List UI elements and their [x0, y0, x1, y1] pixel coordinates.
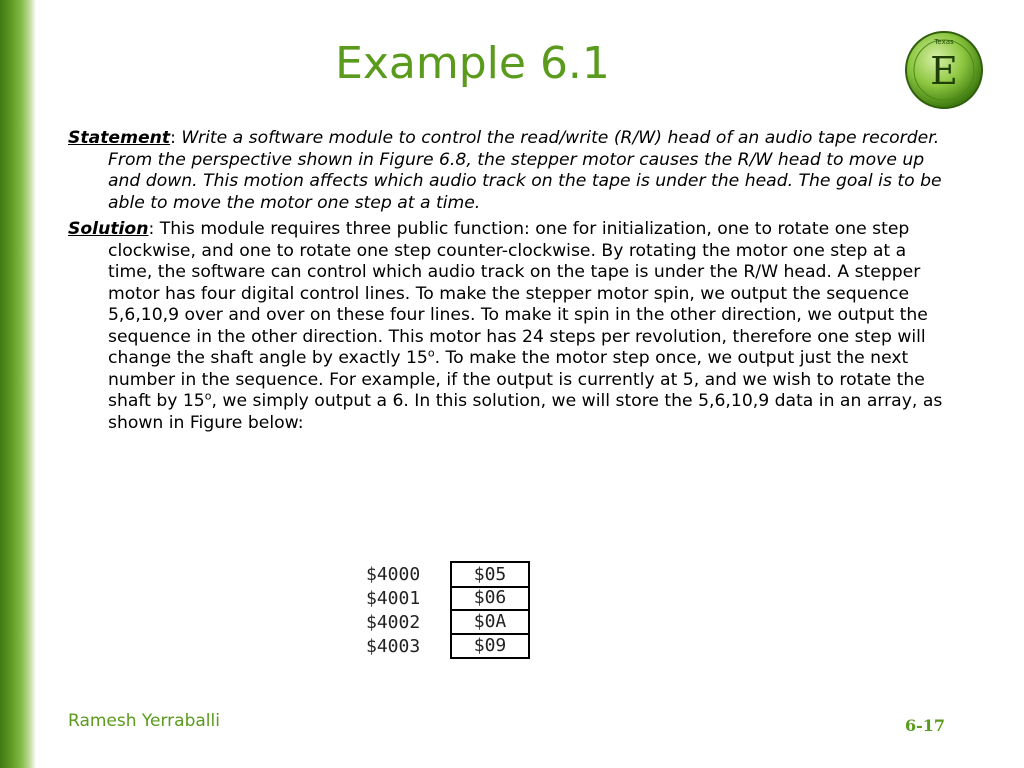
degree-mark: o — [204, 389, 212, 403]
memory-row — [366, 586, 530, 610]
logo-letter: E — [930, 49, 958, 93]
memory-value: $06 — [450, 586, 530, 611]
texas-e-logo — [904, 30, 984, 110]
memory-row — [366, 562, 530, 586]
solution-text-part1: This module requires three public function: one for initialization, one to rotate one step clockwise, and one to rotate one step counter-clockwise. By rotating the motor one step at a time, the software can control which audio track on the tape is under the R/W head. A stepper motor has four digital control lines. To make the stepper motor spin, we output the sequence 5,6,10,9 over and over on these four lines. To make it spin in the other direction, we output the sequence in the other direction. This motor has 24 steps per revolution, therefore one step will change the shaft angle by exactly 15 — [108, 219, 928, 368]
statement-paragraph: Statement: Write a software module to control the read/write (R/W) head of an audio tape recorder. From the perspective shown in Figure 6.8, the stepper motor causes the R/W head to move up and down. This motion affects which audio track on the tape is under the head. The goal is to be able to move the motor one step at a time. — [68, 128, 942, 213]
page-number: 6-17 — [905, 716, 946, 735]
memory-value: $05 — [450, 561, 530, 588]
memory-array-table — [366, 562, 530, 658]
memory-address: $4003 — [366, 635, 421, 657]
slide-body — [68, 128, 948, 439]
memory-value: $0A — [450, 610, 530, 635]
logo-top-text: Texas — [934, 38, 954, 46]
degree-mark: o — [427, 346, 435, 360]
statement-label: Statement — [68, 128, 171, 148]
memory-value: $09 — [450, 634, 530, 659]
statement-text: Write a software module to control the read/write (R/W) head of an audio tape recorder. From the perspective shown in Figure 6.8, the stepper motor causes the R/W head to move up and down. This motion affects which audio track on the tape is under the head. The goal is to be able to move the motor one step at a time. — [108, 128, 942, 213]
memory-row — [366, 634, 530, 658]
memory-address: $4000 — [366, 563, 421, 585]
solution-paragraph: Solution: This module requires three public function: one for initialization, one to rotate one step clockwise, and one to rotate one step counter-clockwise. By rotating the motor one step at a time, the software can control which audio track on the tape is under the R/W head. A stepper motor has four digital control lines. To make the stepper motor spin, we output the sequence 5,6,10,9 over and over on these four lines. To make it spin in the other direction, we output the sequence in the other direction. This motor has 24 steps per revolution, therefore one step will change the shaft angle by exactly 15$^o$. To make the motor step once, we output just the next number in the sequence. For example, if the output is currently at 5, and we wish to rotate the shaft by 15$^o$, we simply output a 6. In this solution, we will store the 5,6,10,9 data in an array, as shown in Figure below: — [68, 219, 943, 433]
memory-address: $4001 — [366, 587, 421, 609]
solution-label: Solution — [68, 219, 149, 239]
solution-text-part3: , we simply output a 6. In this solution, we will store the 5,6,10,9 data in an array, as shown in Figure below: — [108, 391, 943, 433]
footer-author: Ramesh Yerraballi — [68, 711, 220, 731]
solution-text-part2: . To make the motor step once, we output just the next number in the sequence. For example, if the output is currently at 5, and we wish to rotate the shaft by 15 — [108, 348, 925, 411]
left-green-bar — [0, 0, 36, 768]
slide-title: Example 6.1 — [335, 38, 610, 89]
memory-row — [366, 610, 530, 634]
memory-address: $4002 — [366, 611, 421, 633]
